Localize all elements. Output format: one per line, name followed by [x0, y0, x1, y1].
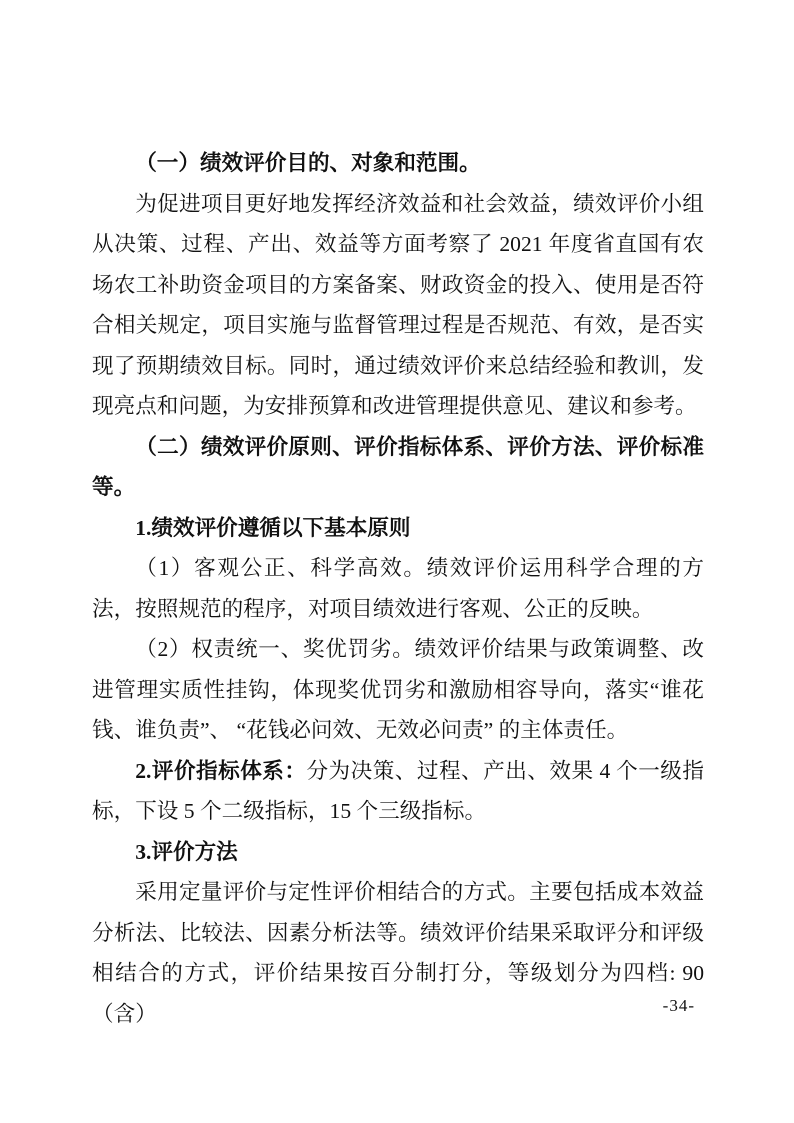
- subheading-evaluation-method: 3.评价方法: [135, 839, 238, 864]
- subheading-basic-principles: 1.绩效评价遵循以下基本原则: [135, 515, 411, 540]
- section-heading-principles: （二）绩效评价原则、评价指标体系、评价方法、评价标准等。: [92, 434, 704, 499]
- paragraph-indicator-system: [92, 751, 704, 832]
- page-number: -34-: [662, 996, 695, 1015]
- paragraph-principle-1: （1）客观公正、科学高效。绩效评价运用科学合理的方法，按照规范的程序，对项目绩效进行客观、公正的反映。: [92, 556, 704, 621]
- indicator-system-text: 分为决策、过程、产出、效果 4 个一级指标，下设 5 个二级指标，15 个三级指标。: [92, 758, 704, 823]
- indicator-system-lead: 2.评价指标体系：: [135, 758, 307, 783]
- paragraph-principle-2: （2）权责统一、奖优罚劣。绩效评价结果与政策调整、改进管理实质性挂钩，体现奖优罚劣和激励相容导向，落实“谁花钱、谁负责”、 “花钱必问效、无效必问责” 的主体责任。: [92, 637, 704, 742]
- paragraph-purpose-scope: 为促进项目更好地发挥经济效益和社会效益，绩效评价小组从决策、过程、产出、效益等方面考察了 2021 年度省直国有农场农工补助资金项目的方案备案、财政资金的投入、使用是否符合相关规定，项目实施与监督管理过程是否规范、有效，是否实现了预期绩效目标。同时，通过绩效评价来总结经验和教训，发现亮点和问题，为安排预算和改进管理提供意见、建议和参考。: [92, 191, 704, 418]
- document-body: [92, 143, 704, 1034]
- section-heading-purpose: （一）绩效评价目的、对象和范围。: [135, 151, 481, 175]
- paragraph-evaluation-method: 采用定量评价与定性评价相结合的方式。主要包括成本效益分析法、比较法、因素分析法等。绩效评价结果采取评分和评级相结合的方式，评价结果按百分制打分，等级划分为四档: 90（含）: [92, 880, 704, 1026]
